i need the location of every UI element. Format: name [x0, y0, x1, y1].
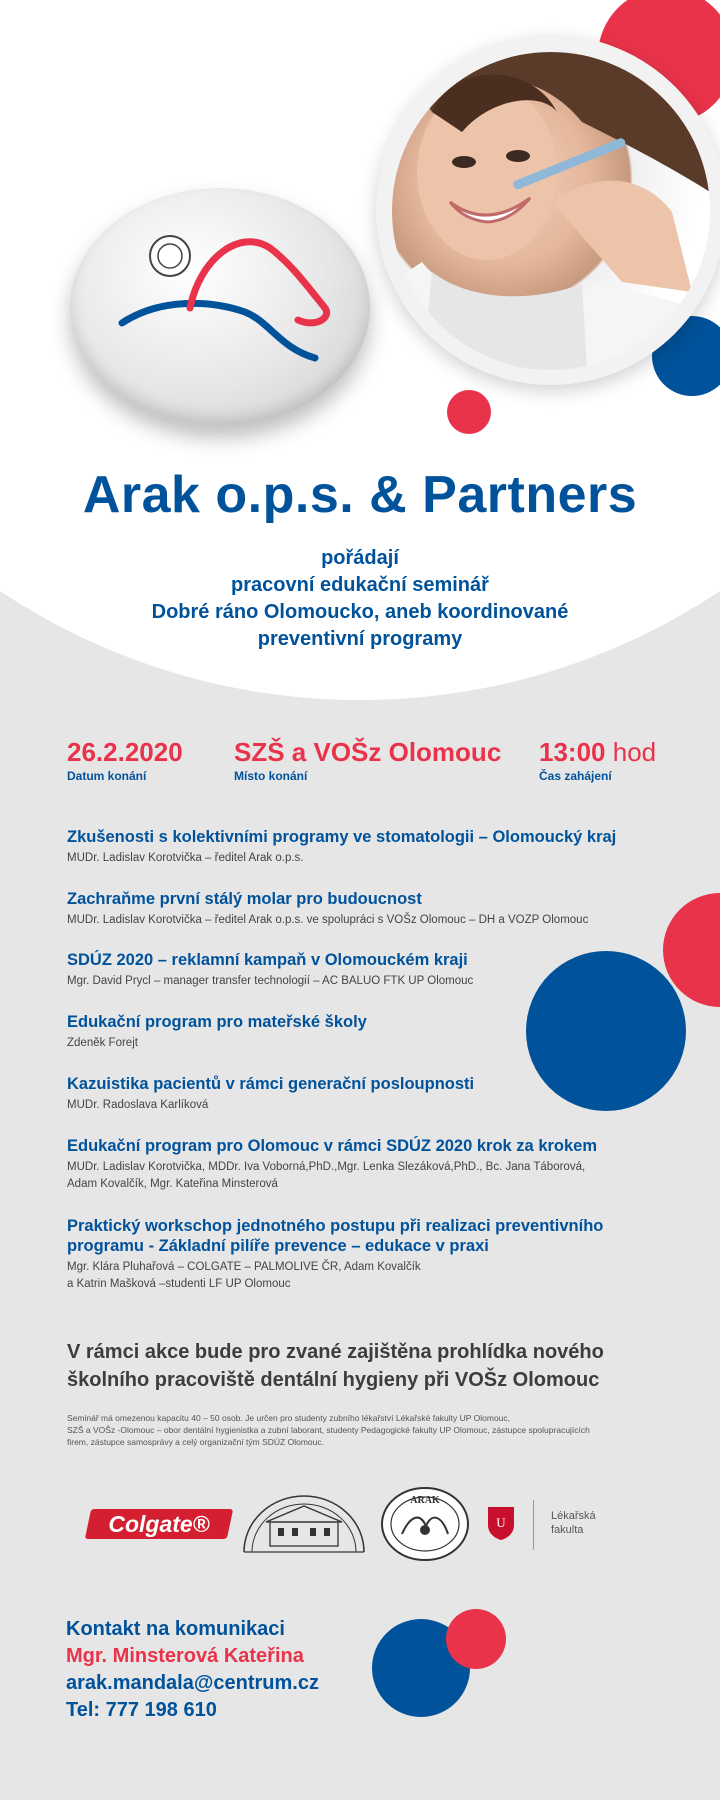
subtitle-line: pracovní edukační seminář [231, 574, 489, 596]
title-line: programu - Základní pilíře prevence – edukace v praxi [67, 1237, 489, 1255]
title-line: Praktický workschop jednotného postupu při realizaci preventivního [67, 1217, 604, 1235]
subtitle-line: pořádají [321, 547, 399, 569]
program-item-title: Zkušenosti s kolektivními programy ve stomatologii – Olomoucký kraj [67, 828, 617, 846]
arak-logo-text: ARAK [410, 1495, 440, 1506]
university-emblem-icon [486, 1505, 516, 1541]
fine-print-line: SZŠ a VOŠz -Olomouc – obor dentální hygienistka a zubní laborant, studenty Pedagogické fakulty UP Olomouc, zástupce spolupracujících [67, 1425, 590, 1435]
event-time-unit: hod [612, 737, 657, 767]
program-item-title: Edukační program pro mateřské školy [67, 1013, 367, 1031]
event-place-value: SZŠ a VOŠz Olomouc [234, 737, 502, 767]
program-item-speakers: Mgr. David Prycl – manager transfer technologií – AC BALUO FTK UP Olomouc [67, 975, 474, 987]
program-item-title: SDÚZ 2020 – reklamní kampaň v Olomouckém kraji [67, 951, 468, 969]
school-logo [238, 1492, 370, 1558]
event-time-label: Čas zahájení [539, 769, 612, 783]
program-item [67, 1074, 657, 1114]
fine-print-line: Seminář má omezenou kapacitu 40 – 50 osob. Je určen pro studenty zubního lékařství Lékařské fakulty UP Olomouc, [67, 1413, 511, 1423]
contact-email[interactable]: arak.mandala@centrum.cz [66, 1672, 319, 1694]
colgate-logo [85, 1509, 233, 1539]
subtitle-line: preventivní programy [257, 628, 463, 650]
fine-print [67, 1412, 667, 1448]
notice-line: školního pracoviště dentální hygieny při VOŠz Olomouc [67, 1369, 600, 1391]
event-date-value: 26.2.2020 [67, 737, 183, 767]
program-item-speakers: MUDr. Ladislav Korotvička – ředitel Arak o.p.s. [67, 852, 304, 864]
program-item-title [67, 1216, 657, 1256]
event-date [67, 737, 183, 783]
event-place-label: Místo konání [234, 769, 308, 783]
colgate-logo-text: Colgate® [108, 1511, 210, 1537]
speakers-line: Adam Kovalčík, Mgr. Kateřina Minsterová [67, 1178, 278, 1190]
speakers-line: MUDr. Ladislav Korotvička, MDDr. Iva Voborná,PhD.,Mgr. Lenka Slezáková,PhD., Bc. Jana Táborová, [67, 1161, 586, 1173]
program-item-speakers: MUDr. Radoslava Karlíková [67, 1099, 209, 1111]
fine-print-line: firem, zástupce samosprávy a celý organizační tým SDÚZ Olomouc. [67, 1437, 324, 1447]
event-time [539, 737, 656, 783]
contact-name: Mgr. Minsterová Kateřina [66, 1645, 304, 1667]
contact-block [66, 1616, 319, 1724]
arak-logo [380, 1486, 470, 1562]
faculty-logo-text [551, 1509, 596, 1537]
woman-brushing-teeth-photo [392, 52, 710, 370]
program-item-speakers: Zdeněk Forejt [67, 1037, 138, 1049]
speakers-line: Mgr. Klára Pluhařová – COLGATE – PALMOLIVE ČR, Adam Kovalčík [67, 1261, 421, 1273]
svg-text:U: U [496, 1515, 506, 1530]
contact-phone[interactable]: Tel: 777 198 610 [66, 1699, 217, 1721]
program-item-title: Edukační program pro Olomouc v rámci SDÚZ 2020 krok za krokem [67, 1137, 598, 1155]
program-item-title: Kazuistika pacientů v rámci generační posloupnosti [67, 1075, 475, 1093]
program-item [67, 1216, 657, 1293]
notice [67, 1338, 687, 1394]
subtitle [80, 545, 640, 653]
program-item-speakers [67, 1159, 657, 1193]
program-item [67, 950, 657, 990]
decor-circle-red-bottom [446, 1609, 506, 1669]
event-time-value: 13:00 [539, 737, 606, 767]
speakers-line: a Katrin Mašková –studenti LF UP Olomouc [67, 1278, 291, 1290]
logo-divider [533, 1500, 534, 1550]
event-date-label: Datum konání [67, 769, 147, 783]
notice-line: V rámci akce bude pro zvané zajištěna prohlídka nového [67, 1341, 604, 1363]
faculty-line: fakulta [551, 1524, 584, 1536]
program-item [67, 889, 657, 929]
contact-heading: Kontakt na komunikaci [66, 1618, 285, 1640]
subtitle-line: Dobré ráno Olomoucko, aneb koordinované [151, 601, 569, 623]
main-title: Arak o.p.s. & Partners [82, 466, 638, 524]
faculty-line: Lékařská [551, 1510, 596, 1522]
event-place [234, 737, 501, 783]
program-item [67, 1136, 657, 1193]
program-item [67, 827, 657, 867]
decor-circle-red-small [447, 390, 491, 434]
frisbee-logo [70, 188, 370, 426]
program-item-speakers: MUDr. Ladislav Korotvička – ředitel Arak o.p.s. ve spolupráci s VOŠz Olomouc – DH a VOZP Olomouc [67, 914, 589, 926]
program-item-title: Zachraňme první stálý molar pro budoucnost [67, 890, 422, 908]
program-item-speakers [67, 1259, 657, 1293]
program-item [67, 1012, 657, 1052]
